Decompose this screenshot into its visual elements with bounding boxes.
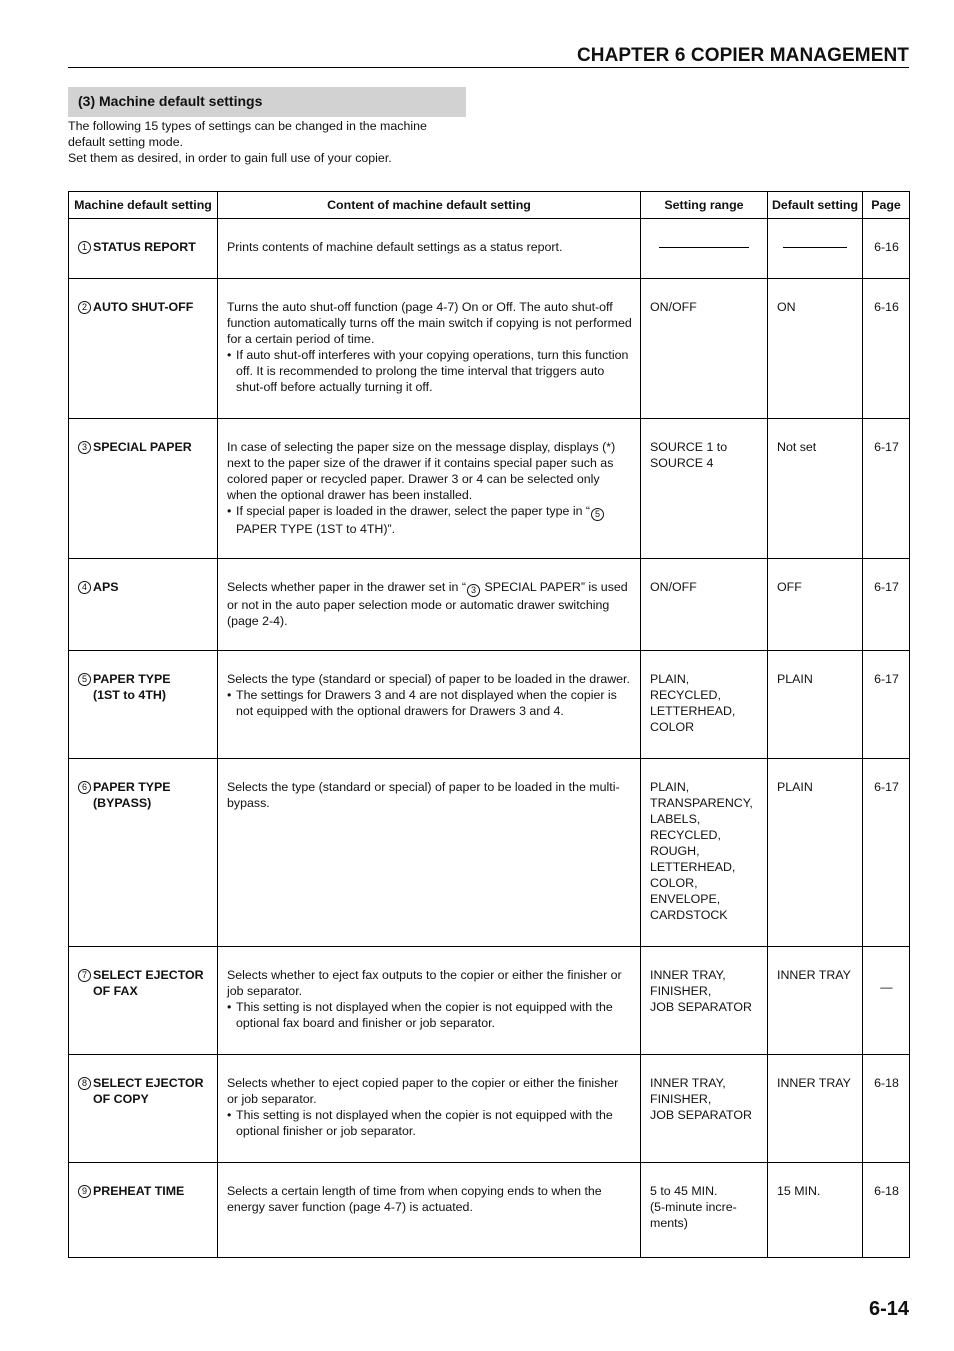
chapter-header: CHAPTER 6 COPIER MANAGEMENT [68,44,909,68]
setting-name-text: SELECT EJECTOR [93,968,204,982]
header-range: Setting range [641,192,768,219]
description-text: Prints contents of machine default settings as a status report. [227,240,563,254]
circled-number: 9 [78,1185,91,1198]
range-line: PLAIN, [650,672,690,686]
default-line: ON [777,300,796,314]
range-line: RECYCLED, [650,688,721,702]
range-line: 5 to 45 MIN. [650,1184,718,1198]
setting-default [768,1055,863,1163]
range-line: INNER TRAY, [650,968,726,982]
setting-name [69,419,218,559]
setting-name-text: (BYPASS) [93,796,152,810]
section-title: (3) Machine default settings [68,87,466,117]
default-dash [783,247,847,248]
header-default: Default setting [768,192,863,219]
description-text: Selects the type (standard or special) of paper to be loaded in the drawer. [227,672,630,686]
setting-range [641,1055,768,1163]
setting-description: Turns the auto shut-off function (page 4-7) On or Off. The auto shut-off function automatically turns off the main switch if copying is not performed for a certain period of time. • If auto shut-off interferes with your copying operations, turn this function off. It is recommended to prolong the time interval that triggers auto shut-off before actually turning it off. [218,279,641,419]
page-dash: — [880,980,893,994]
setting-name [69,219,218,279]
setting-page: 6-17 [863,651,910,759]
table-row [69,947,910,1055]
header-setting: Machine default setting [69,192,218,219]
setting-description [218,219,641,279]
desc-text: SPECIAL PAPER” is used or not in the auto paper selection mode or automatic drawer switching (page 2-4). [227,580,628,628]
circled-number: 3 [78,441,91,454]
setting-name-text: SPECIAL PAPER [93,440,192,454]
circled-number: 6 [78,781,91,794]
setting-page [863,947,910,1055]
circled-number: 7 [78,969,91,982]
settings-table [68,191,910,1258]
setting-default [768,279,863,419]
setting-name-text: PAPER TYPE [93,780,171,794]
setting-default [768,759,863,947]
setting-range [641,219,768,279]
range-line: JOB SEPARATOR [650,1108,752,1122]
default-line: 15 MIN. [777,1184,821,1198]
setting-default [768,419,863,559]
setting-default [768,947,863,1055]
range-line: ROUGH, [650,844,700,858]
setting-default [768,651,863,759]
table-row [69,279,910,419]
default-line: OFF [777,580,802,594]
setting-name-text: STATUS REPORT [93,240,196,254]
circled-number: 5 [78,673,91,686]
table-row [69,1163,910,1258]
intro-line: The following 15 types of settings can be changed in the machine [68,119,427,133]
setting-description: Selects the type (standard or special) of paper to be loaded in the drawer. • The settings for Drawers 3 and 4 are not displayed when the copier is not equipped with the optional drawers for Drawers 3 and 4. [218,651,641,759]
setting-description: Selects whether to eject fax outputs to the copier or either the finisher or job separator. • This setting is not displayed when the copier is not equipped with the optional fax board and finisher or job separator. [218,947,641,1055]
setting-page: 6-16 [863,219,910,279]
range-line: ments) [650,1216,688,1230]
circled-number: 1 [78,241,91,254]
range-line: ON/OFF [650,300,697,314]
setting-name [69,947,218,1055]
description-text: Selects whether to eject fax outputs to the copier or either the finisher or job separator. [227,968,622,998]
header-page: Page [863,192,910,219]
default-line: Not set [777,440,817,454]
setting-page: 6-17 [863,759,910,947]
description-text: Selects the type (standard or special) of paper to be loaded in the multi-bypass. [227,780,620,810]
description-text: In case of selecting the paper size on the message display, displays (*) next to the paper size of the drawer if it contains special paper such as colored paper or recycled paper. Drawer 3 or 4 can be selected only when the optional drawer has been installed. [227,440,616,502]
circled-number: 8 [78,1077,91,1090]
description-text: Turns the auto shut-off function (page 4-7) On or Off. The auto shut-off function automatically turns off the main switch if copying is not performed for a certain period of time. [227,300,632,346]
setting-name [69,651,218,759]
default-line: PLAIN [777,672,813,686]
range-line: LABELS, [650,812,701,826]
default-line: INNER TRAY [777,968,851,982]
setting-page: 6-17 [863,419,910,559]
range-line: INNER TRAY, [650,1076,726,1090]
table-row [69,759,910,947]
setting-range [641,759,768,947]
desc-text: Selects whether paper in the drawer set in “ [227,580,466,594]
description-text: Selects whether to eject copied paper to the copier or either the finisher or job separator. [227,1076,619,1106]
range-line: SOURCE 4 [650,456,714,470]
setting-name-text: OF COPY [93,1092,149,1106]
setting-description [218,1163,641,1258]
setting-page: 6-16 [863,279,910,419]
range-line: COLOR [650,720,695,734]
range-line: RECYCLED, [650,828,721,842]
intro-line: default setting mode. [68,135,184,149]
setting-default [768,1163,863,1258]
bullet-text: If special paper is loaded in the drawer, select the paper type in “ [236,504,591,518]
setting-name-text: (1ST to 4TH) [93,688,166,702]
setting-name [69,559,218,651]
header-content: Content of machine default setting [218,192,641,219]
table-row [69,559,910,651]
setting-range [641,947,768,1055]
setting-default [768,219,863,279]
range-line: ENVELOPE, [650,892,721,906]
table-row [69,651,910,759]
setting-page: 6-17 [863,559,910,651]
default-line: INNER TRAY [777,1076,851,1090]
setting-name [69,279,218,419]
setting-range [641,419,768,559]
circled-number: 2 [78,301,91,314]
intro-line: Set them as desired, in order to gain full use of your copier. [68,151,392,165]
range-line: FINISHER, [650,984,712,998]
setting-range [641,559,768,651]
setting-description [218,759,641,947]
range-line: LETTERHEAD, [650,704,736,718]
range-line: SOURCE 1 to [650,440,728,454]
table-row [69,219,910,279]
setting-name-text: PREHEAT TIME [93,1184,185,1198]
range-dash [659,247,749,248]
description-bullet: This setting is not displayed when the copier is not equipped with the optional fax board and finisher or job separator. [236,1000,613,1030]
setting-description: Selects whether to eject copied paper to the copier or either the finisher or job separator. • This setting is not displayed when the copier is not equipped with the optional finisher or job separator. [218,1055,641,1163]
description-bullet [236,503,632,537]
description-bullet: The settings for Drawers 3 and 4 are not displayed when the copier is not equipped with the optional drawers for Drawers 3 and 4. [236,688,617,718]
circled-number-ref: 5 [591,508,604,521]
range-line: CARDSTOCK [650,908,728,922]
bullet-text: PAPER TYPE (1ST to 4TH)”. [236,522,396,536]
table-row [69,419,910,559]
intro-text [68,118,488,166]
setting-name-text: SELECT EJECTOR [93,1076,204,1090]
setting-page: 6-18 [863,1055,910,1163]
page-number: 6-14 [868,1298,909,1320]
setting-name [69,759,218,947]
default-line: PLAIN [777,780,813,794]
description-bullet: If auto shut-off interferes with your copying operations, turn this function off. It is recommended to prolong the time interval that triggers auto shut-off before actually turning it off. [236,348,629,394]
setting-name-text: AUTO SHUT-OFF [93,300,194,314]
setting-range [641,279,768,419]
description-text [227,579,632,629]
range-line: JOB SEPARATOR [650,1000,752,1014]
setting-name-text: APS [93,580,119,594]
circled-number: 4 [78,581,91,594]
range-line: LETTERHEAD, [650,860,736,874]
setting-name [69,1055,218,1163]
setting-name-text: OF FAX [93,984,138,998]
range-line: (5-minute incre- [650,1200,737,1214]
description-bullet: This setting is not displayed when the copier is not equipped with the optional finisher or job separator. [236,1108,613,1138]
table-header-row [69,192,910,219]
range-line: PLAIN, [650,780,690,794]
description-text: Selects a certain length of time from when copying ends to when the energy saver function (page 4-7) is actuated. [227,1184,602,1214]
setting-default [768,559,863,651]
circled-number-ref: 3 [467,584,480,597]
range-line: COLOR, [650,876,698,890]
setting-description: In case of selecting the paper size on the message display, displays (*) next to the paper size of the drawer if it contains special paper such as colored paper or recycled paper. Drawer 3 or 4 can be selected only when the optional drawer has been installed. • If special paper is loaded in the drawer, select the paper type in “ 5 PAPER TYPE (1ST to 4TH)”. [218,419,641,559]
setting-range [641,651,768,759]
range-line: TRANSPARENCY, [650,796,753,810]
setting-description [218,559,641,651]
range-line: ON/OFF [650,580,697,594]
table-row [69,1055,910,1163]
setting-page: 6-18 [863,1163,910,1258]
range-line: FINISHER, [650,1092,712,1106]
setting-name [69,1163,218,1258]
setting-range [641,1163,768,1258]
setting-name-text: PAPER TYPE [93,672,171,686]
